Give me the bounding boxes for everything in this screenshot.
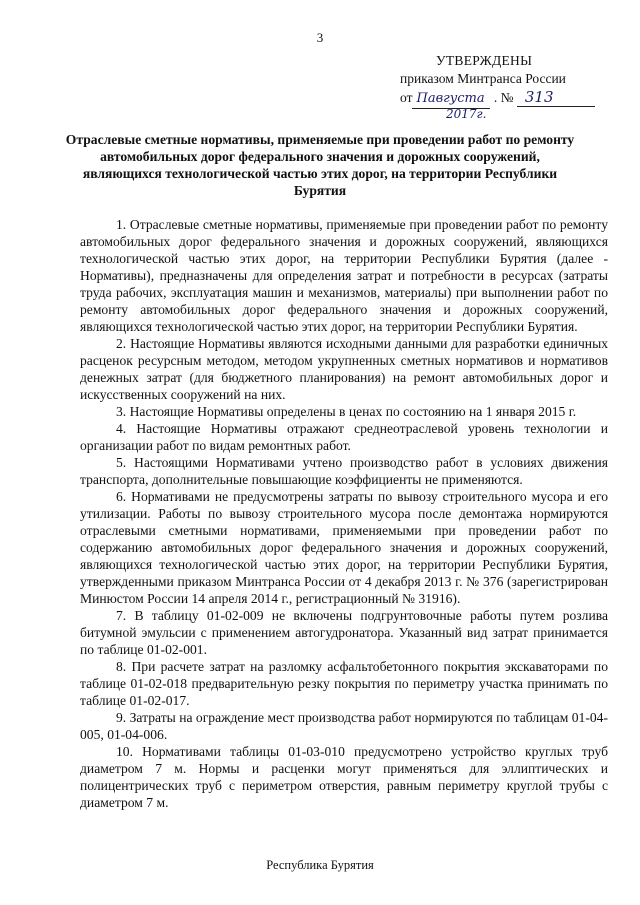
- handwritten-number: 313: [517, 88, 595, 107]
- paragraph: 1. Отраслевые сметные нормативы, применяемые при проведении работ по ремонту автомобильных дорог федерального значения и дорожных сооружений, являющихся технологической частью этих дорог, на территории Республики Бурятия (далее - Нормативы), предназначены для определения затрат и потребности в ресурсах (затраты труда рабочих, эксплуатация машин и механизмов, материалы) при выполнении работ по ремонту автомобильных дорог федерального значения и дорожных сооружений, являющихся технологической частью этих дорог, на территории Республики Бурятия.: [80, 217, 608, 334]
- paragraph: 4. Настоящие Нормативы отражают среднеотраслевой уровень технологии и организации работ по видам ремонтных работ.: [80, 421, 608, 453]
- approval-issuer: приказом Минтранса России: [400, 71, 566, 86]
- from-label: от: [400, 90, 413, 105]
- paragraph: 6. Нормативами не предусмотрены затраты по вывозу строительного мусора и его утилизации. Работы по вывозу строительного мусора после демонтажа нормируются отраслевыми сметными нормативами, применяемыми при проведении работ по содержанию автомобильных дорог федерального значения и дорожных сооружений, являющихся технологической частью этих дорог, на территории Республики Бурятия, утвержденными приказом Минтранса России от 4 декабря 2013 г. № 376 (зарегистрирован Минюстом России 14 апреля 2014 г., регистрационный № 31916).: [80, 489, 608, 606]
- paragraph: 2. Настоящие Нормативы являются исходными данными для разработки единичных расценок ресурсным методом, методом укрупненных сметных нормативов и нормативов денежных затрат (для бюджетного планирования) на ремонт автомобильных дорог и искусственных сооружений на них.: [80, 336, 608, 402]
- approval-block: [400, 52, 620, 121]
- page-number: 3: [316, 30, 324, 45]
- page-footer: Республика Бурятия: [266, 858, 374, 872]
- approval-heading: УТВЕРЖДЕНЫ: [436, 53, 533, 68]
- paragraph: 3. Настоящие Нормативы определены в ценах по состоянию на 1 января 2015 г.: [116, 404, 577, 419]
- order-line: [400, 88, 620, 121]
- paragraph: 9. Затраты на ограждение мест производства работ нормируются по таблицам 01-04-005, 01-04-006.: [80, 710, 608, 742]
- document-title: Отраслевые сметные нормативы, применяемые при проведении работ по ремонту автомобильных дорог федерального значения и дорожных сооружений, являющихся технологической частью этих дорог, на территории Республики Бурятия: [65, 132, 575, 198]
- document-body: [80, 216, 608, 811]
- number-label: . №: [493, 90, 514, 105]
- paragraph: 10. Нормативами таблицы 01-03-010 предусмотрено устройство круглых труб диаметром 7 м. Нормы и расценки могут применяться для эллиптических и полицентрических труб с периметром отверстия, равным периметру круглой трубы с диаметром 7 м.: [80, 744, 608, 810]
- paragraph: 8. При расчете затрат на разломку асфальтобетонного покрытия экскаваторами по таблице 01-02-018 предварительную резку покрытия по периметру участка принимать по таблице 01-02-017.: [80, 659, 608, 708]
- handwritten-date: Павгуста: [412, 90, 490, 109]
- paragraph: 7. В таблицу 01-02-009 не включены подгрунтовочные работы путем розлива битумной эмульсии с применением автогудронатора. Указанный вид затрат принимается по таблице 01-02-001.: [80, 608, 608, 657]
- handwritten-year: 2017г.: [446, 107, 487, 121]
- paragraph: 5. Настоящими Нормативами учтено производство работ в условиях движения транспорта, дополнительные повышающие коэффициенты не применяются.: [80, 455, 608, 487]
